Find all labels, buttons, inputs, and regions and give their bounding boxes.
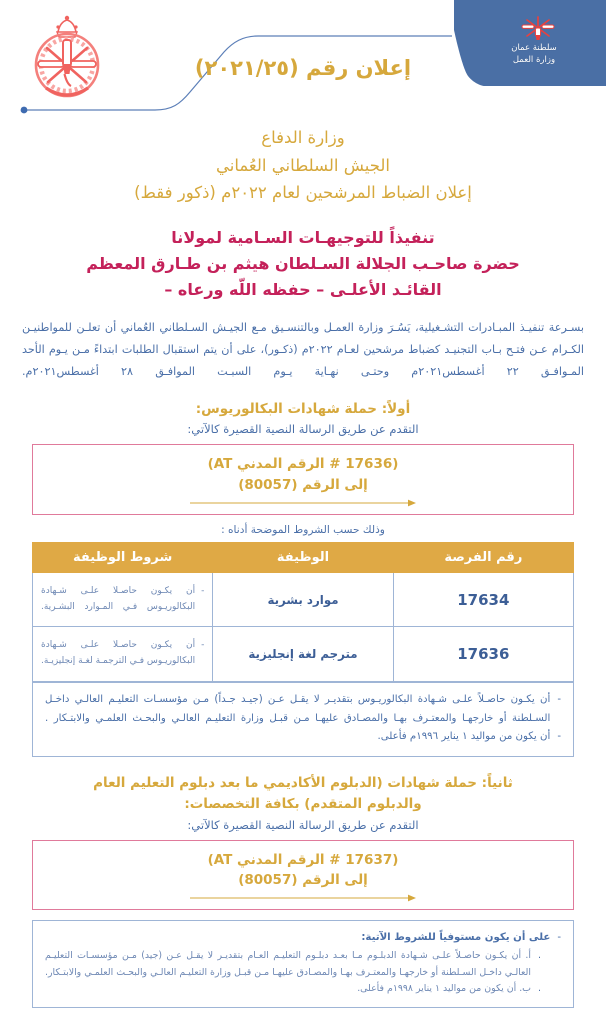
sms-one-line-1: (17636 # الرقم المدني AT) <box>207 456 399 473</box>
cell-job-condition <box>33 572 213 627</box>
jobs-table <box>32 542 574 682</box>
general-conditions-panel <box>32 682 574 757</box>
royal-line-2: حضرة صاحـب الجلالة السـلطان هيثم بن طـارق المعظم <box>86 254 520 274</box>
bullet-dash-icon: - <box>201 640 205 651</box>
general-condition-text: أن يكون من مواليد ١ يناير ١٩٩٦م فأعلى. <box>377 731 551 743</box>
table-row <box>33 572 574 627</box>
bottom-condition-text: ب. أن يكون من مواليد ١ يناير ١٩٩٨م فأعلى. <box>357 983 532 995</box>
bottom-conditions-list <box>45 929 561 948</box>
announcement-subject: إعلان الضباط المرشحين لعام ٢٠٢٢م (ذكور فقط) <box>134 183 472 203</box>
list-item <box>45 691 561 728</box>
sms-instruction-box-two <box>32 840 574 911</box>
cell-job-title: مترجم لغة إنجليزية <box>213 627 393 682</box>
section-two-heading-line-2: والدبلوم المتقدم) بكافة التخصصات: <box>184 795 422 812</box>
cell-job-condition <box>33 627 213 682</box>
bullet-dash-icon: - <box>201 585 205 596</box>
banner-ministry-label: وزارة العمل <box>512 55 556 66</box>
col-header-job: الوظيفة <box>213 542 393 572</box>
sms-two-line-1: (17637 # الرقم المدني AT) <box>207 851 399 868</box>
bullet-dot-icon: . <box>538 949 541 961</box>
royal-line-1: تنفيذاً للتوجيهـات السـامية لمولانا <box>171 228 435 248</box>
royal-line-3: القائـد الأعلـى – حفظه اللّه ورعاه – <box>164 280 442 300</box>
cell-opportunity-no: 17636 <box>393 627 573 682</box>
banner-country-label: سلطنة عمان <box>511 43 557 53</box>
page-header <box>0 0 606 118</box>
col-header-opportunity: رقم الفرصة <box>393 542 573 572</box>
intro-paragraph: بسـرعة تنفيـذ المبـادرات التشـغيلية، يَسُـرَ وزارة العمـل وبالتنسـيق مـع الجيـش السـلطاني العُماني أن تعلـن للمواطنيـن الكـرام عـن فتـح بـاب التجنيـد كضباط مرشحين لعـام ٢٠٢٢م (ذكـور)، على أن يتم استقبال الطلبات ابتداءً مـن يـوم الأحد المـوافـق ٢٢ أغسطس٢٠٢١م وحتـى نهـاية يـوم السبـت الموافـق ٢٨ أغسطس٢٠٢١م. <box>22 321 585 378</box>
cell-job-title: موارد بشرية <box>213 572 393 627</box>
table-note: وذلك حسب الشروط الموضحة أدناه : <box>221 523 385 536</box>
bullet-dash-icon: - <box>557 932 561 944</box>
table-header-row <box>33 542 574 572</box>
bottom-conditions-sublist <box>45 948 561 999</box>
general-condition-text: أن يكـون حاصـلاً علـى شـهادة البكالوريـوس بتقديـر لا يقـل عـن (جيـد جـداً) مـن مؤسسـات التعليـم العالـي داخـل السـلطنة أو خارجهـا والمعتـرف بهـا والمصـادق عليهـا مـن قبـل وزارة التعليـم العالـي والبحـث العلمـي والابتـكار . <box>45 693 551 724</box>
bullet-dash-icon: - <box>557 693 561 705</box>
army-name: الجيش السلطاني العُماني <box>216 156 390 176</box>
list-item <box>45 728 561 747</box>
arrow-right-icon <box>188 893 418 903</box>
bottom-condition-text: أ. أن يكـون حاصـلاً علـى شـهادة الدبلـوم مـا بعـد دبلـوم التعليـم العـام بتقديـر لا يقـل عـن (جيد) مـن مؤسسـات التعليـم العالـي داخـل السـلطنة أو خارجهـا والمعتـرف بهـا والمصـادق عليهـا مـن قبـل وزارة التعليـم العالـي والبحـث العلمـي والابتـكار. <box>45 949 532 978</box>
section-two-heading <box>30 773 576 815</box>
bullet-dot-icon: . <box>538 983 541 995</box>
jobs-table-wrapper <box>32 542 574 682</box>
section-one-subheading: التقدم عن طريق الرسالة النصية القصيرة كالآتي: <box>187 422 419 437</box>
list-item <box>45 981 541 998</box>
ministry-heading-block <box>0 124 606 207</box>
bottom-conditions-lead: على أن يكون مستوفياً للشروط الآتية: <box>361 932 551 944</box>
general-conditions-list <box>45 691 561 747</box>
cell-job-condition-text: أن يكـون حاصـلا علـى شـهادة البكالوريـوس فـي الترجمـة لغـة إنجليزيـة. <box>41 640 196 667</box>
sms-one-line-2: إلى الرقم (80057) <box>238 476 368 493</box>
list-item <box>45 948 541 982</box>
sms-two-line-2: إلى الرقم (80057) <box>238 871 368 888</box>
ministry-name: وزارة الدفاع <box>261 128 345 147</box>
table-row <box>33 627 574 682</box>
section-two-subheading: التقدم عن طريق الرسالة النصية القصيرة كالآتي: <box>187 817 419 832</box>
section-one-heading: أولاً: حملة شهادات البكالوريوس: <box>195 400 411 417</box>
royal-directive-heading <box>0 225 606 303</box>
col-header-conditions: شروط الوظيفة <box>33 542 213 572</box>
list-item <box>45 929 561 948</box>
cell-opportunity-no: 17634 <box>393 572 573 627</box>
page-title: إعلان رقم (٢٠٢١/٢٥) <box>194 56 412 80</box>
sms-instruction-box-one <box>32 444 574 515</box>
section-two-heading-line-1: ثانياً: حملة شهادات (الدبلوم الأكاديمي ما بعد دبلوم التعليم العام <box>93 774 513 791</box>
cell-job-condition-text: أن يكـون حاصـلا علـى شـهادة البكالوريـوس فـي المـوارد البشـرية. <box>41 585 196 612</box>
bottom-conditions-panel <box>32 920 574 1008</box>
bullet-dash-icon: - <box>557 731 561 743</box>
arrow-right-icon <box>188 498 418 508</box>
